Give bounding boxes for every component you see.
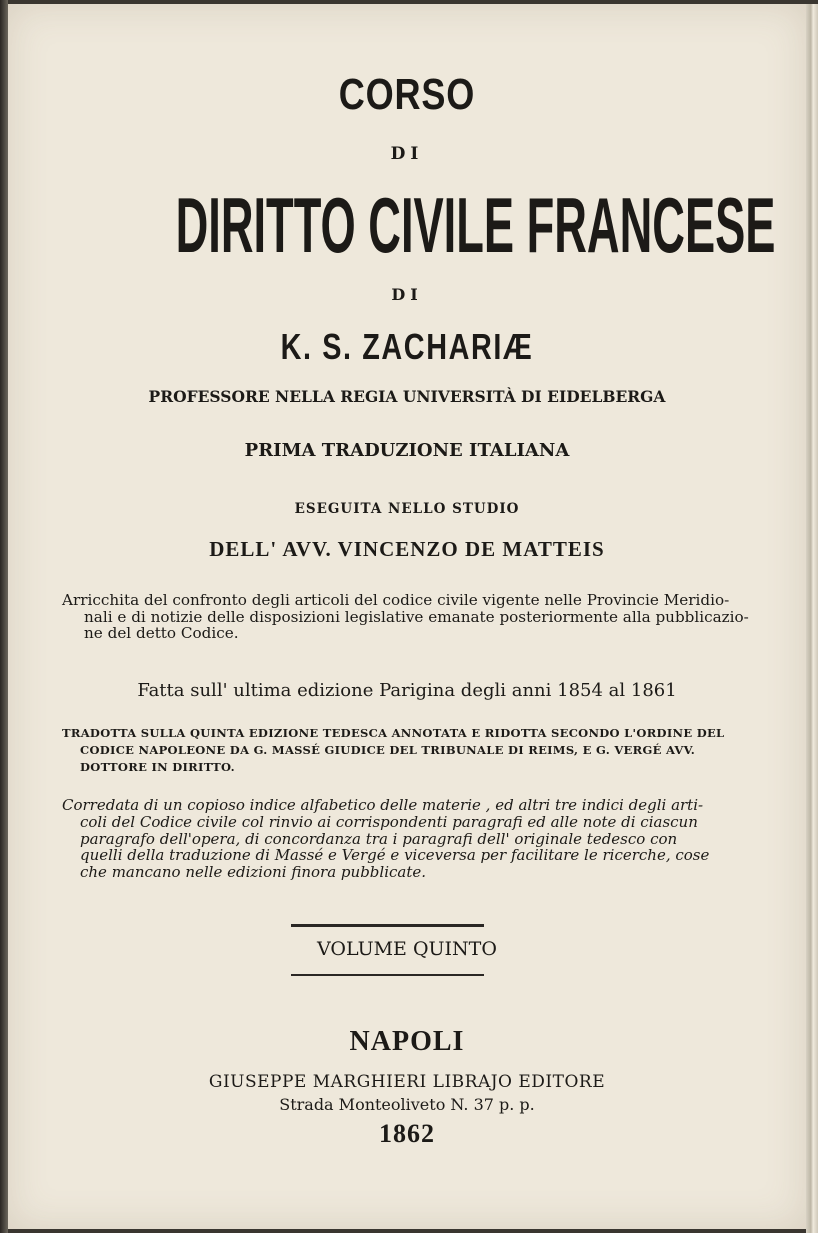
imprint-publisher: GIUSEPPE MARGHIERI LIBRAJO EDITORE (208, 1072, 606, 1092)
title-di: DI (390, 144, 424, 164)
volume-label: VOLUME QUINTO (317, 938, 497, 960)
translator-name: DELL' AVV. VINCENZO DE MATTEIS (209, 537, 605, 561)
tradotta-paragraph (62, 725, 724, 776)
title-di-author: DI (391, 285, 423, 304)
imprint-year: 1862 (379, 1119, 435, 1148)
corredata-line: quelli della traduzione di Massé e Vergé e viceversa per facilitare le ricerche, cose (80, 846, 710, 865)
corredata-line: coli del Codice civile col rinvio ai corrispondenti paragrafi ed alle note di ciascun (80, 812, 698, 831)
tradotta-line: DOTTORE IN DIRITTO. (80, 760, 235, 774)
author-name: K. S. ZACHARIÆ (280, 326, 534, 367)
arricchita-line: Arricchita del confronto degli articoli del codice civile vigente nelle Provincie Meridio- (62, 591, 730, 609)
imprint-address: Strada Monteoliveto N. 37 p. p. (279, 1095, 535, 1114)
arricchita-line: ne del detto Codice. (84, 624, 239, 642)
corredata-line: Corredata di un copioso indice alfabetico delle materie , ed altri tre indici degli arti- (62, 796, 704, 814)
divider-bottom (291, 974, 484, 976)
corredata-line: che mancano nelle edizioni finora pubblicate. (80, 863, 427, 882)
main-title: DIRITTO CIVILE FRANCESE (175, 181, 776, 269)
tradotta-line: CODICE NAPOLEONE DA G. MASSÉ GIUDICE DEL TRIBUNALE DI REIMS, E G. VERGÉ AVV. (80, 743, 696, 757)
divider-top (291, 924, 484, 927)
corredata-paragraph (62, 797, 709, 881)
tradotta-line: TRADOTTA SULLA QUINTA EDIZIONE TEDESCA ANNOTATA E RIDOTTA SECONDO L'ORDINE DEL (62, 726, 725, 740)
translation-heading: PRIMA TRADUZIONE ITALIANA (244, 440, 570, 461)
page-shadow-left (0, 0, 8, 1233)
title-corso: CORSO (338, 70, 476, 119)
edition-note: Fatta sull' ultima edizione Parigina degli anni 1854 al 1861 (137, 680, 677, 701)
arricchita-paragraph (62, 592, 749, 642)
title-page (8, 4, 806, 1229)
imprint-city: NAPOLI (349, 1026, 465, 1057)
arricchita-line: nali e di notizie delle disposizioni legislative emanate posteriormente alla pubblicazio- (84, 607, 749, 626)
page-edge-right (806, 4, 818, 1233)
corredata-line: paragrafo dell'opera, di concordanza tra i paragrafi dell' originale tedesco con (80, 829, 678, 848)
author-role: PROFESSORE NELLA REGIA UNIVERSITÀ DI EIDELBERGA (148, 387, 666, 406)
translation-eseguita: ESEGUITA NELLO STUDIO (294, 501, 520, 517)
